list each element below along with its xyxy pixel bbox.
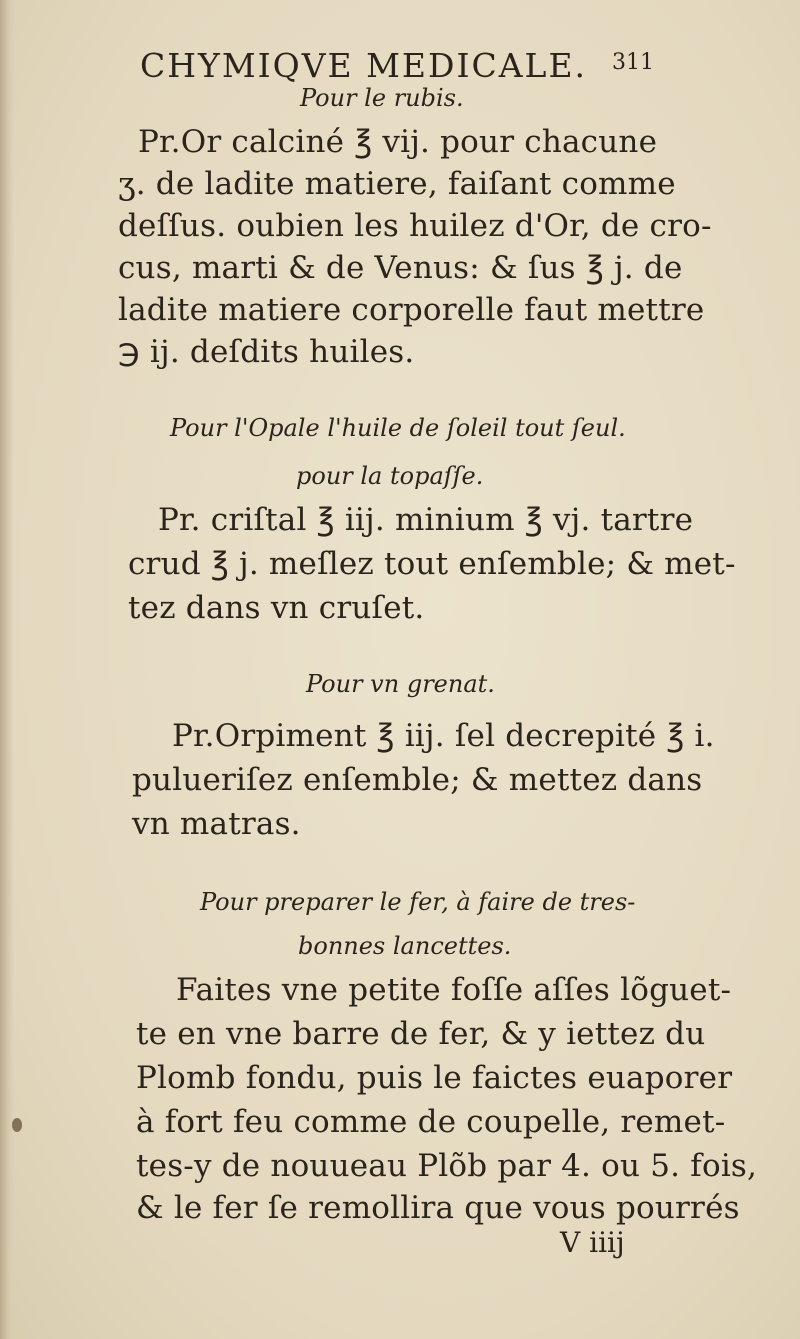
body-line: Pr. criſtal ℥ iij. minium ℥ vj. tartre	[158, 502, 694, 538]
body-line: te en vne barre de fer, & y iettez du	[136, 1016, 706, 1052]
body-line: cus, marti & de Venus: & ſus ℥ j. de	[118, 250, 683, 286]
body-line: ʒ. de ladite matiere, faiſant comme	[118, 166, 676, 202]
body-line: deſſus. oubien les huilez d'Or, de cro-	[118, 208, 712, 244]
section-heading: Pour le rubis.	[300, 84, 464, 112]
body-line: pulueriſez enſemble; & mettez dans	[132, 762, 703, 798]
body-line: à fort feu comme de coupelle, remet-	[136, 1104, 726, 1140]
page-number: 311	[612, 50, 654, 75]
section-heading: Pour preparer le fer, à faire de tres-	[200, 888, 636, 916]
body-line: vn matras.	[132, 806, 301, 842]
ink-smudge	[12, 1118, 22, 1132]
section-heading: pour la topaſſe.	[296, 462, 484, 490]
body-line: Pr.Or calciné ℥ vij. pour chacune	[138, 124, 658, 160]
body-line: tes-y de nouueau Plõb par 4. ou 5. fois,	[136, 1148, 758, 1184]
section-heading: Pour vn grenat.	[306, 670, 495, 698]
page-gutter	[0, 0, 14, 1339]
section-heading: bonnes lancettes.	[298, 932, 512, 960]
running-head: CHYMIQVE MEDICALE.	[140, 46, 588, 85]
signature-mark: V iiij	[560, 1226, 625, 1259]
body-line: ℈ ij. deſdits huiles.	[118, 334, 415, 370]
body-line: ladite matiere corporelle faut mettre	[118, 292, 705, 328]
body-line: crud ℥ j. meſlez tout enſemble; & met-	[128, 546, 736, 582]
body-line: Faites vne petite foſſe aſſes lõguet-	[176, 972, 732, 1008]
body-line: & le fer ſe remollira que vous pourrés	[136, 1190, 740, 1226]
body-line: Pr.Orpiment ℥ iij. ſel decrepité ℥ i.	[172, 718, 715, 754]
body-line: tez dans vn cruſet.	[128, 590, 425, 626]
section-heading: Pour l'Opale l'huile de ſoleil tout ſeul.	[170, 414, 626, 442]
body-line: Plomb fondu, puis le faictes euaporer	[136, 1060, 733, 1096]
